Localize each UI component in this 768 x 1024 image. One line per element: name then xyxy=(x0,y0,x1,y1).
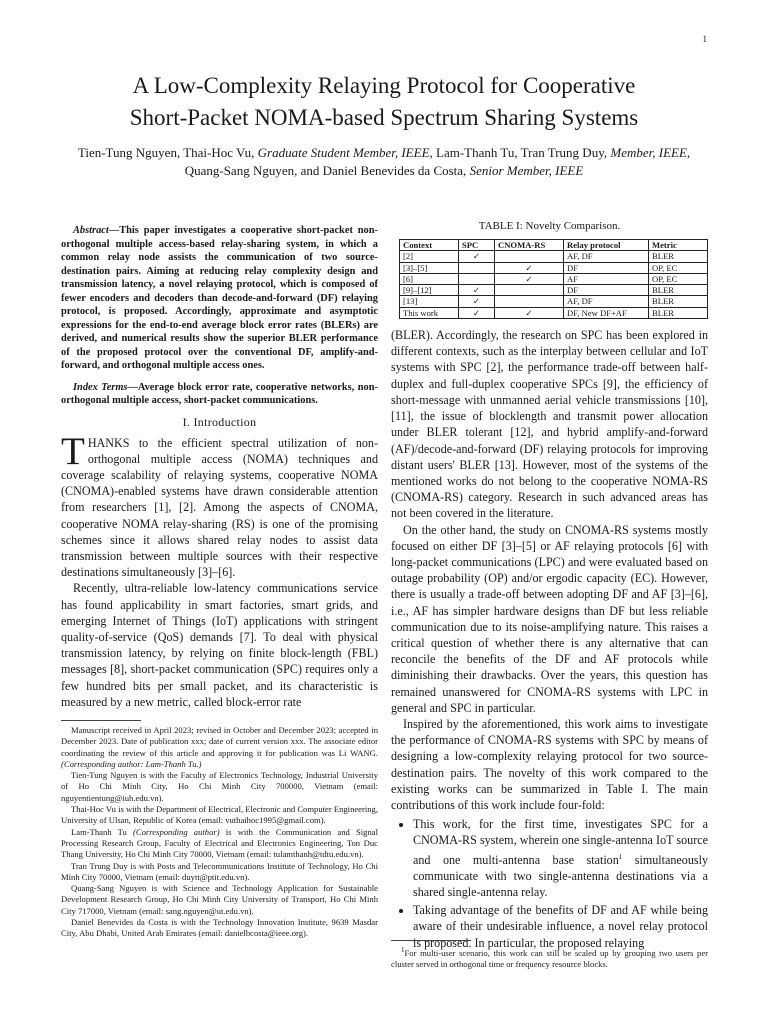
table-header: Relay protocol xyxy=(564,240,649,251)
author-footnotes xyxy=(61,725,378,940)
abstract xyxy=(61,224,378,373)
table-cell: BLER xyxy=(649,307,708,318)
affiliation-3-name: Lam-Thanh Tu xyxy=(71,826,127,837)
index-terms-label: Index Terms xyxy=(73,381,128,393)
footnote-divider xyxy=(61,720,141,721)
title-line-1: A Low-Complexity Relaying Protocol for Cooperative xyxy=(132,73,636,98)
author-role-3: Senior Member, IEEE xyxy=(469,163,584,178)
intro-paragraph-2: Recently, ultra-reliable low-latency communications service has found applicability in smart factories, smart grids, and emerging Internet of Things (IoT) applications with stringent quality-of-service (QoS) demands [7]. To deal with physical transmission latency, by relying on finite block-length (FBL) messages [8], short-packet communication (SPC) requires only a few hundred bits per small packet, and its characteristic is measured by a new metric, called block-error rate xyxy=(61,581,378,709)
affiliation-3 xyxy=(61,827,378,861)
table-cell: BLER xyxy=(649,251,708,262)
affiliation-1: Tien-Tung Nguyen is with the Faculty of Electronics Technology, Industrial University of Ho Chi Minh City, Ho Chi Minh City 700000, Vietnam (email: nguyentientung@iuh.edu.vn). xyxy=(61,770,378,803)
table-cell: AF xyxy=(564,273,649,284)
table-cell xyxy=(495,251,564,262)
affiliation-2: Thai-Hoc Vu is with the Department of Electrical, Electronic and Computer Engineering, University of Ulsan, Republic of Korea (email: vuthaihoc1995@gmail.com). xyxy=(61,804,378,826)
section-heading-introduction: I. Introduction xyxy=(182,414,257,429)
bullet-1-text-end: simultaneously communicate with two single-antenna destinations via a shared single-antenna relay. xyxy=(413,852,708,900)
authors-part-1: Tien-Tung Nguyen, Thai-Hoc Vu, xyxy=(77,145,255,160)
affiliation-3-role: (Corresponding author) xyxy=(133,826,220,837)
index-terms xyxy=(61,381,378,408)
affiliation-6: Daniel Benevides da Costa is with the Technology Innovation Institute, 9639 Masdar City, Abu Dhabi, United Arab Emirates (email: danielbcosta@ieee.org). xyxy=(61,917,378,939)
index-terms-text: —Average block error rate, cooperative networks, non-orthogonal multiple access, short-packet communications. xyxy=(61,381,378,406)
table-cell xyxy=(495,296,564,307)
table-cell: [13] xyxy=(400,296,459,307)
contribution-list xyxy=(391,816,708,951)
left-column xyxy=(61,224,378,940)
affiliation-4: Tran Trung Duy is with Posts and Telecommunications Institute of Technology, Ho Chi Minh City 70000, Vietnam (email: duytt@ptit.edu.vn). xyxy=(61,860,378,882)
table-cell: DF, New DF+AF xyxy=(564,307,649,318)
authors-part-2: , Lam-Thanh Tu, Tran Trung Duy, xyxy=(429,145,608,160)
table-cell: [2] xyxy=(400,251,459,262)
author-list xyxy=(62,144,706,180)
table-row xyxy=(400,307,708,318)
footnote-1 xyxy=(391,945,708,970)
affiliation-3-text: is with the Communication and Signal Processing Research Group, Faculty of Electrical and Electronics Engineering, Ton Duc Thang University, Ho Chi Minh City 70000, Vietnam (email: tulamthanh@tdtu.edu.vn). xyxy=(61,826,378,860)
right-footnote xyxy=(391,940,708,970)
table-header: CNOMA-RS xyxy=(495,240,564,251)
novelty-table xyxy=(399,239,708,319)
table-cell xyxy=(495,285,564,296)
footnote-1-marker: 1 xyxy=(401,946,405,954)
table-cell: ✓ xyxy=(459,307,495,318)
table-header-row xyxy=(400,240,708,251)
table-row xyxy=(400,273,708,284)
table-row xyxy=(400,296,708,307)
right-paragraph-3: Inspired by the aforementioned, this work aims to investigate the performance of CNOMA-RS systems with SPC by means of designing a low-complexity relaying protocol for two source-destination pairs. The novelty of this work compared to the existing works can be summarized in Table I. The main contributions of this work include four-fold: xyxy=(391,716,708,812)
right-paragraph-2: On the other hand, the study on CNOMA-RS systems mostly focused on either DF [3]–[5] or AF relaying protocols [6] with long-packet communications (LPC) and were evaluated based on outage probability (OP) and/or ergodic capacity (EC). However, there is usually a trade-off between adopting DF and AF [3]–[6], i.e., AF has simpler hardware designs than DF but less reliable communication due to its noise-amplifying nature. This raises a critical question of whether there is any alternative that can reconcile the benefits of the DF and AF protocols while diminishing their drawbacks. Over the years, this question has remained unanswered for CNOMA-RS systems with LPC in general and SPC in particular. xyxy=(391,522,708,715)
table-cell: ✓ xyxy=(495,262,564,273)
table-cell xyxy=(459,273,495,284)
title-line-2: Short-Packet NOMA-based Spectrum Sharing Systems xyxy=(129,105,639,130)
list-item: • Taking advantage of the benefits of DF and AF while being aware of their undesirable influence, a novel relay protocol is proposed. In particular, the proposed relaying xyxy=(413,902,708,951)
table-cell: DF xyxy=(564,262,649,273)
table-cell: [9]–[12] xyxy=(400,285,459,296)
table-cell: ✓ xyxy=(459,285,495,296)
drop-cap: T xyxy=(61,429,85,473)
table-row xyxy=(400,285,708,296)
footnote-1-text: For multi-user scenario, this work can still be scaled up by grouping two users per cluster served in orthogonal time or frequency resource blocks. xyxy=(391,947,708,970)
page-number: 1 xyxy=(702,34,707,44)
author-role-2: Member, IEEE xyxy=(610,145,687,160)
corresponding-author-note: (Corresponding author: Lam-Thanh Tu.) xyxy=(61,758,202,769)
table-header: Context xyxy=(400,240,459,251)
table-caption: TABLE I: Novelty Comparison. xyxy=(478,220,621,232)
abstract-label: Abstract xyxy=(73,225,109,236)
table-cell: BLER xyxy=(649,285,708,296)
authors-part-3: , Quang-Sang Nguyen, and Daniel Benevides da Costa, xyxy=(184,145,691,178)
table-cell: OP, EC xyxy=(649,273,708,284)
list-item xyxy=(413,816,708,900)
table-cell: [6] xyxy=(400,273,459,284)
intro-paragraph-1-text: HANKS to the efficient spectral utilization of non-orthogonal multiple access (NOMA) techniques and coverage scalability of relaying systems, cooperative NOMA (CNOMA)-enabled systems have drawn considerable attention from researchers [1], [2]. Among the aspects of CNOMA, cooperative NOMA relay-sharing (RS) is one of the promising schemes since it allows shared relay nodes to assist data transmission between multiple sources with their respective destinations simultaneously [3]–[6]. xyxy=(61,435,378,580)
table-cell: This work xyxy=(400,307,459,318)
footnote-marker: 1 xyxy=(618,852,623,861)
right-paragraph-1: (BLER). Accordingly, the research on SPC has been explored in different contexts, such as the interplay between cellular and IoT systems with SPC [2], the performance trade-off between half-duplex and full-duplex cooperative SPCs [9], the efficiency of short-message with unmanned aerial vehicle transmissions [10], [11], the issue of blocklength and transmit power allocation under BLER tolerant [12], and hybrid amplify-and-forward (AF)/decode-and-forward (DF) relaying protocols for improving distant users' BLER [13]. However, most of the systems of the mentioned works do not belong to the cooperative NOMA-RS (CNOMA-RS) category. Research in such advanced areas has not been covered in the literature. xyxy=(391,328,708,521)
table-cell: ✓ xyxy=(459,296,495,307)
manuscript-note-text: Manuscript received in April 2023; revised in October and December 2023; accepted in December 2023. Date of publication xxx; date of current version xxx. The associate editor coordinating the review of this article and approving it for publication was Li WANG. xyxy=(61,724,378,758)
right-column xyxy=(391,220,708,953)
table-cell: BLER xyxy=(649,296,708,307)
table-cell: ✓ xyxy=(495,307,564,318)
abstract-text: —This paper investigates a cooperative short-packet non-orthogonal multiple access-based relay-sharing system, in which a common relay node assists the communication of two source-destination pairs. Aiming at reducing relay complexity design and transmission latency, a novel relaying protocol, which is composed of fewer encoders and decoders than decode-and-forward (DF) relaying protocol, is proposed. Accordingly, approximate and asymptotic expressions for the end-to-end average block error rates (BLERs) are derived, and numerical results show the superior BLER performance of the proposed protocol over the conventional DF, amplify-and-forward, and orthogonal multiple access ones. xyxy=(61,225,378,371)
table-header: SPC xyxy=(459,240,495,251)
table-cell: ✓ xyxy=(459,251,495,262)
table-cell: AF, DF xyxy=(564,296,649,307)
table-header: Metric xyxy=(649,240,708,251)
table-cell: DF xyxy=(564,285,649,296)
table-cell: ✓ xyxy=(495,273,564,284)
author-role-1: Graduate Student Member, IEEE xyxy=(257,145,430,160)
table-cell: [3]–[5] xyxy=(400,262,459,273)
manuscript-note xyxy=(61,725,378,770)
table-cell: OP, EC xyxy=(649,262,708,273)
affiliation-5: Quang-Sang Nguyen is with Science and Technology Application for Sustainable Development Research Group, Ho Chi Minh City University of Transport, Ho Chi Minh City 717000, Vietnam (email: sang.nguyen@ut.edu.vn). xyxy=(61,883,378,916)
right-footnote-divider xyxy=(391,940,471,941)
table-row xyxy=(400,251,708,262)
table-cell xyxy=(459,262,495,273)
table-row xyxy=(400,262,708,273)
paper-title xyxy=(0,70,768,134)
intro-paragraph-1 xyxy=(61,429,378,581)
bullet-1-text: This work, for the first time, investigates SPC for a CNOMA-RS system, wherein one single-antenna IoT source and one multi-antenna base station xyxy=(413,817,708,867)
table-cell: AF, DF xyxy=(564,251,649,262)
